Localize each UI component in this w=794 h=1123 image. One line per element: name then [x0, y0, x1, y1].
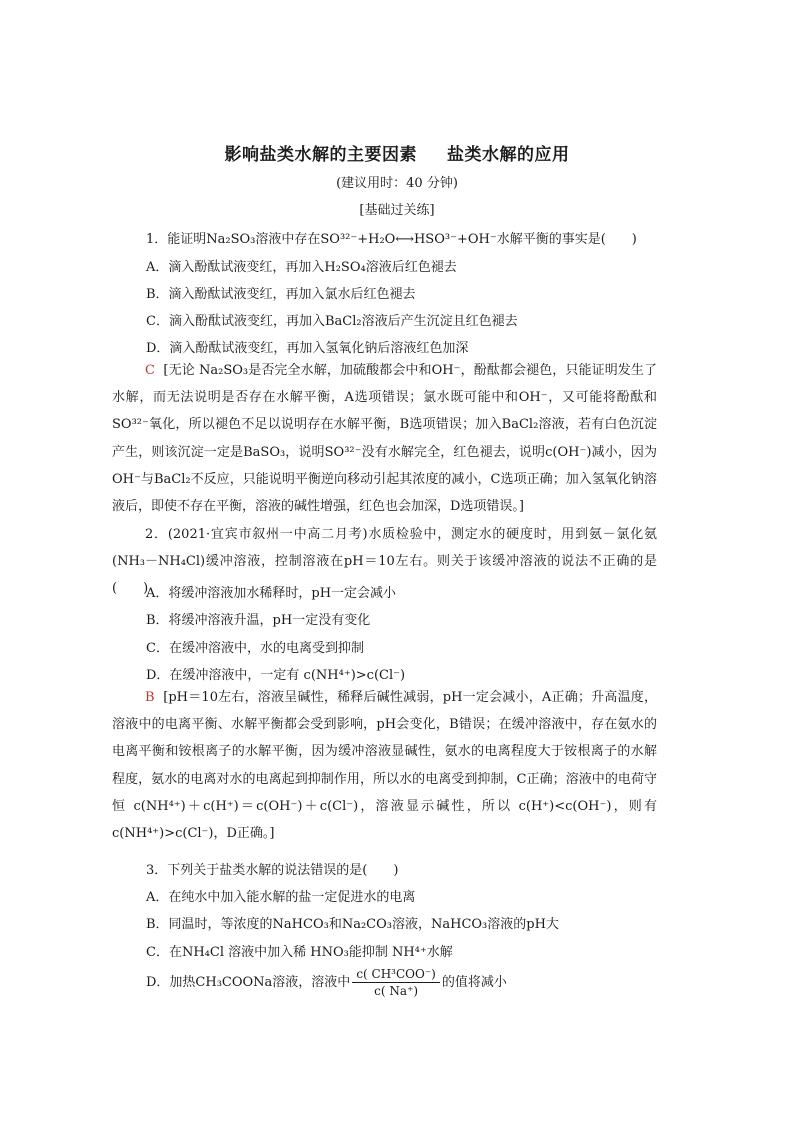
q1-option-a: A．滴入酚酞试液变红，再加入H₂SO₄溶液后红色褪去: [146, 260, 457, 275]
q2-option-b: B．将缓冲溶液升温，pH一定没有变化: [146, 613, 371, 628]
q2-option-c: C．在缓冲溶液中，水的电离受到抑制: [146, 641, 364, 656]
concentration-ratio-fraction: [352, 966, 440, 999]
section-label: [基础过关练]: [359, 203, 435, 218]
q1-option-c: C．滴入酚酞试液变红，再加入BaCl₂溶液后产生沉淀且红色褪去: [146, 314, 518, 329]
q1-option-b: B．滴入酚酞试液变红，再加入氯水后红色褪去: [146, 287, 416, 302]
q2-stem: 2．(2021·宜宾市叙州一中高二月考)水质检验中，测定水的硬度时，用到氨－氯化氨(NH₃－NH₄Cl)缓冲溶液，控制溶液在pH＝10左右。则关于该缓冲溶液的说法不正确的是( ): [112, 527, 657, 597]
q1-option-d: D．滴入酚酞试液变红，再加入氢氧化钠后溶液红色加深: [146, 341, 469, 356]
q3-option-d: [146, 966, 507, 999]
q2-answer-letter: B: [145, 690, 155, 705]
fraction-denominator: c( Na⁺): [374, 984, 419, 998]
q2-explanation: [pH＝10左右，溶液呈碱性，稀释后碱性减弱，pH一定会减小，A正确；升高温度，溶液中的电离平衡、水解平衡都会受到影响，pH会变化，B错误；在缓冲溶液中，存在氨水的电离平衡和铵根离子的水解平衡，因为缓冲溶液显碱性，氨水的电离程度大于铵根离子的水解程度，氨水的电离对水的电离起到抑制作用，所以水的电离受到抑制，C正确；溶液中的电荷守恒 c(NH⁴⁺)＋c(H⁺)＝c(OH⁻)＋c(Cl⁻)，溶液显示碱性，所以 c(H⁺)<c(OH⁻)，则有 c(NH⁴⁺)>c(Cl⁻)，D正确。]: [112, 690, 658, 842]
q3-option-c: C．在NH₄Cl 溶液中加入稀 HNO₃能抑制 NH⁴⁺水解: [146, 945, 453, 960]
page-title: [0, 140, 794, 165]
title-part-2: 盐类水解的应用: [447, 145, 570, 165]
q3-option-a: A．在纯水中加入能水解的盐一定促进水的电离: [146, 890, 416, 905]
q2-answer: [112, 684, 657, 848]
fraction-numerator: c( CH³COO⁻): [352, 966, 440, 983]
q3-stem: 3．下列关于盐类水解的说法错误的是( ): [146, 863, 399, 878]
title-part-1: 影响盐类水解的主要因素: [224, 145, 417, 165]
q2-option-d: D．在缓冲溶液中，一定有 c(NH⁴⁺)>c(Cl⁻): [146, 668, 406, 683]
q1-answer: [112, 357, 657, 519]
q1-stem: 1．能证明Na₂SO₃溶液中存在SO³²⁻+H₂O⟷HSO³⁻+OH⁻水解平衡的事实是( ): [146, 232, 637, 247]
q1-answer-letter: C: [145, 363, 155, 378]
time-hint: (建议用时：40 分钟): [336, 176, 458, 191]
q3-option-b: B．同温时，等浓度的NaHCO₃和Na₂CO₃溶液，NaHCO₃溶液的pH大: [146, 917, 559, 932]
q1-explanation: [无论 Na₂SO₃是否完全水解，加硫酸都会中和OH⁻，酚酞都会褪色，只能证明发生了水解，而无法说明是否存在水解平衡，A选项错误；氯水既可能中和OH⁻，又可能将酚酞和SO³²⁻氧化，所以褪色不足以说明存在水解平衡，B选项错误；加入BaCl₂溶液，若有白色沉淀产生，则该沉淀一定是BaSO₃，说明SO³²⁻没有水解完全，红色褪去，说明c(OH⁻)减小，因为OH⁻与BaCl₂不反应，只能说明平衡逆向移动引起其浓度的减小，C选项正确；加入氢氧化钠溶液后，即使不存在平衡，溶液的碱性增强，红色也会加深，D选项错误。]: [112, 363, 657, 515]
q3-option-d-suffix: 的值将减小: [441, 975, 507, 990]
q2-option-a: A．将缓冲溶液加水稀释时，pH一定会减小: [146, 586, 397, 601]
q3-option-d-prefix: D．加热CH₃COONa溶液，溶液中: [146, 975, 351, 990]
